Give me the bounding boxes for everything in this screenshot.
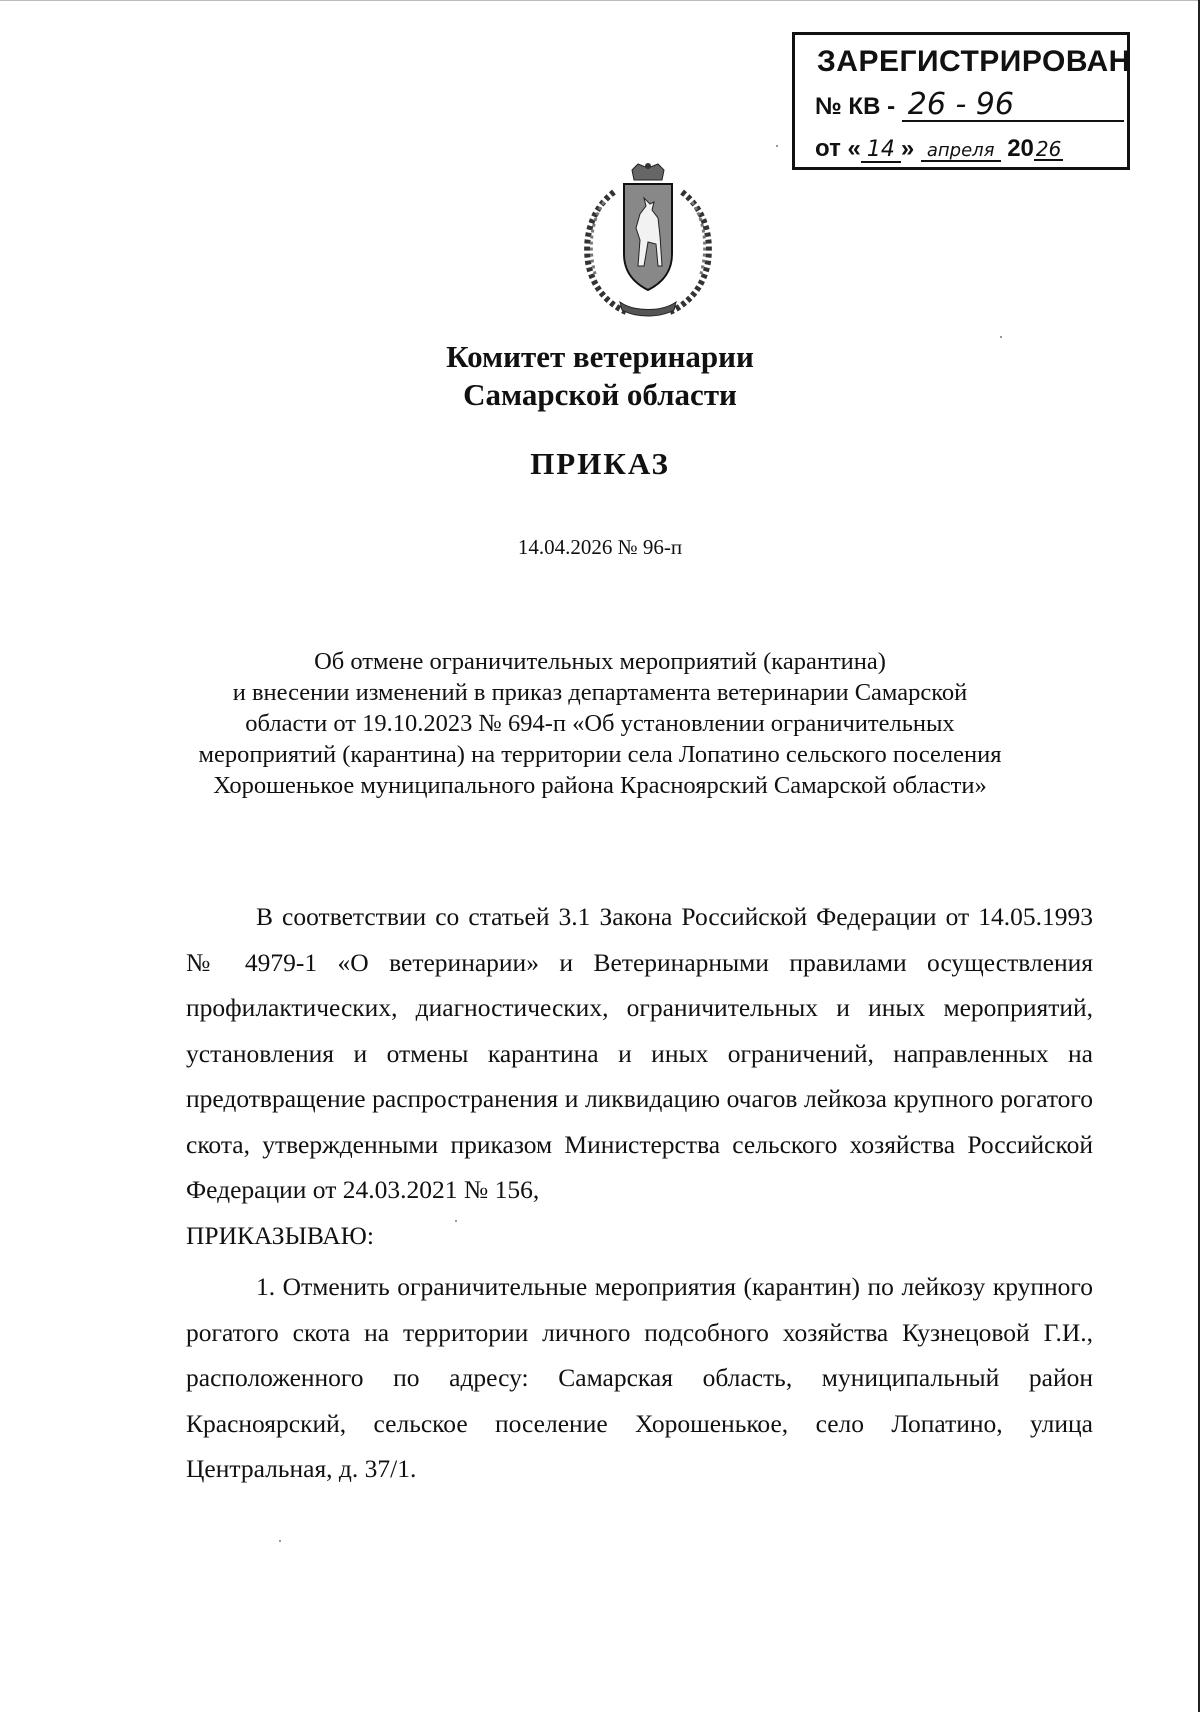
stamp-number-label: № КВ - <box>815 93 896 120</box>
stamp-date-line <box>815 135 1063 163</box>
scan-speck <box>455 1220 457 1222</box>
stamp-date-day: 14 <box>861 139 901 163</box>
preamble-paragraph: В соответствии со статьей 3.1 Закона Российской Федерации от 14.05.1993 № 4979-1 «О ветеринарии» и Ветеринарными правилами осуществления профилактических, диагностических, ограничительных и иных мероприятий, установления и отмены карантина и иных ограничений, направленных на предотвращение распространения и ликвидацию очагов лейкоза крупного рогатого скота, утвержденными приказом Министерства сельского хозяйства Российской Федерации от 24.03.2021 № 156, <box>186 902 1093 1204</box>
stamp-title: ЗАРЕГИСТРИРОВАН <box>817 45 1131 78</box>
point-1-paragraph: 1. Отменить ограничительные мероприятия (карантин) по лейкозу крупного рогатого скота на территории личного подсобного хозяйства Кузнецовой Г.И., расположенного по адресу: Самарская область, муниципальный район Красноярский, сельское поселение Хорошенькое, село Лопатино, улица Центральная, д. 37/1. <box>186 1272 1093 1483</box>
document-type: ПРИКАЗ <box>530 446 670 481</box>
document-body <box>186 894 1093 1492</box>
coat-of-arms-emblem <box>574 162 722 322</box>
stamp-date-year-handwritten: 26 <box>1035 137 1062 161</box>
organization-name <box>0 338 1200 414</box>
scan-speck <box>1000 336 1002 338</box>
stamp-date-year-printed: 20 <box>1007 135 1034 162</box>
subject-line: мероприятий (карантина) на территории села Лопатино сельского поселения <box>198 741 1002 768</box>
organization-line-1: Комитет ветеринарии <box>446 339 754 374</box>
scan-top-edge <box>0 0 1200 1</box>
stamp-number-line <box>815 87 1124 122</box>
document-date-number: 14.04.2026 № 96-п <box>517 535 683 559</box>
stamp-date-mid: » <box>900 135 915 162</box>
document-subject <box>150 646 1050 801</box>
stamp-date-prefix: от « <box>815 135 861 162</box>
scan-speck <box>776 145 778 147</box>
order-word: ПРИКАЗЫВАЮ: <box>186 1220 374 1250</box>
subject-line: и внесении изменений в приказ департамента ветеринарии Самарской <box>232 679 968 706</box>
registration-stamp <box>792 32 1130 170</box>
subject-line: Хорошенькое муниципального района Красноярский Самарской области» <box>213 772 987 799</box>
subject-line: области от 19.10.2023 № 694-п «Об установлении ограничительных <box>245 710 955 737</box>
stamp-date-month: апреля <box>921 142 1001 162</box>
scan-speck <box>279 1540 281 1542</box>
organization-line-2: Самарской области <box>463 377 737 412</box>
stamp-number-handwritten: 26 - 96 <box>902 90 1124 122</box>
subject-line: Об отмене ограничительных мероприятий (карантина) <box>314 648 886 675</box>
